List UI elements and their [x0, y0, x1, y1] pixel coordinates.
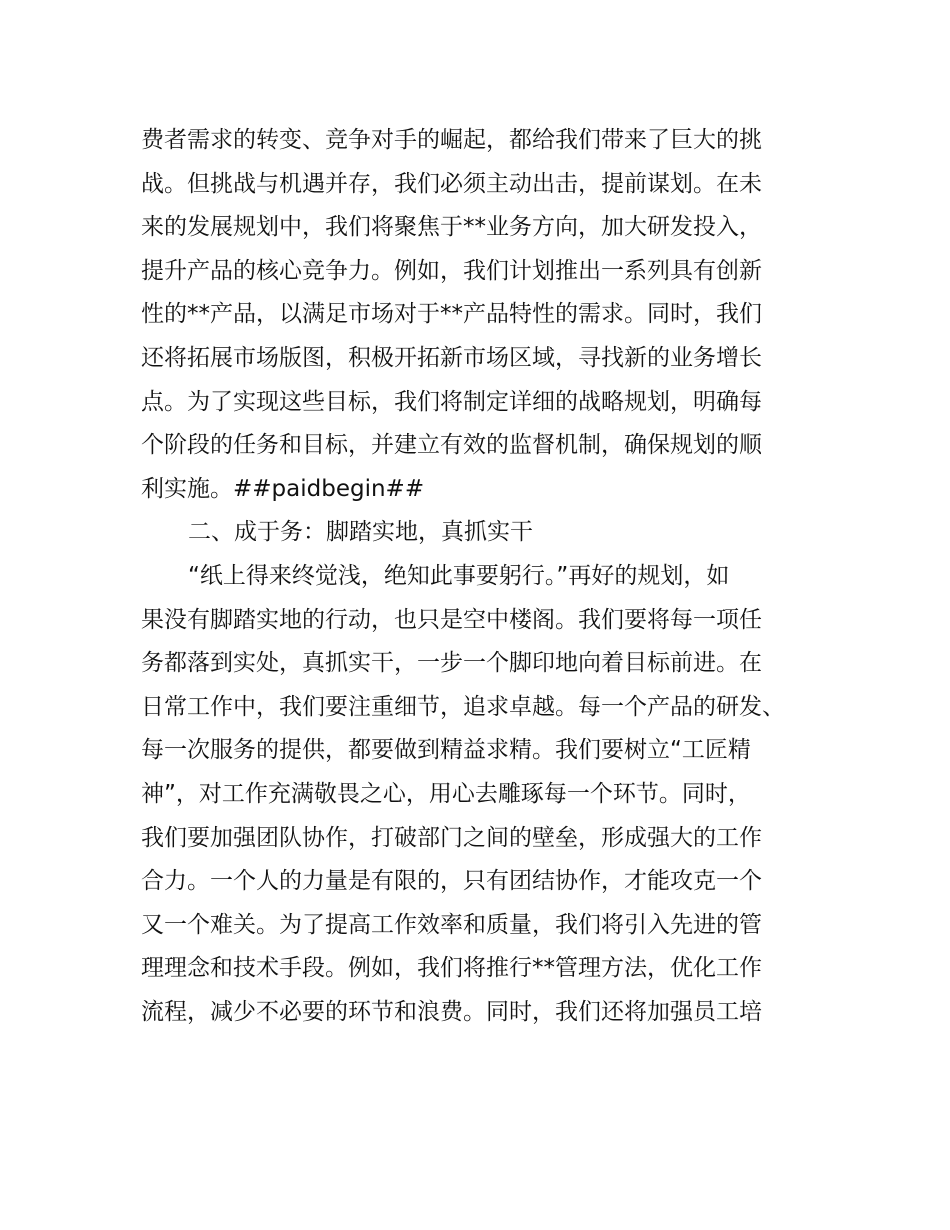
text-line: 战。但挑战与机遇并存，我们必须主动出击，提前谋划。在未 [141, 170, 762, 197]
text-line: 务都落到实处，真抓实干，一步一个脚印地向着目标前进。在 [141, 650, 762, 677]
text-line: 来的发展规划中，我们将聚焦于**业务方向，加大研发投入， [141, 214, 762, 241]
text-line: 我们要加强团队协作，打破部门之间的壁垒，形成强大的工作 [141, 824, 762, 851]
text-line: 个阶段的任务和目标，并建立有效的监督机制，确保规划的顺 [141, 432, 762, 459]
text-line: 日常工作中，我们要注重细节，追求卓越。每一个产品的研发、 [141, 693, 785, 720]
text-line: 提升产品的核心竞争力。例如，我们计划推出一系列具有创新 [141, 257, 762, 284]
text-line: 性的**产品，以满足市场对于**产品特性的需求。同时，我们 [141, 301, 762, 328]
text-line: 果没有脚踏实地的行动，也只是空中楼阁。我们要将每一项任 [141, 606, 762, 633]
text-line: 点。为了实现这些目标，我们将制定详细的战略规划，明确每 [141, 388, 762, 415]
text-line: 费者需求的转变、竞争对手的崛起，都给我们带来了巨大的挑 [141, 127, 762, 153]
text-line: 又一个难关。为了提高工作效率和质量，我们将引入先进的管 [141, 911, 762, 938]
text-line: 每一次服务的提供，都要做到精益求精。我们要树立“工匠精 [141, 737, 751, 764]
text-line: 流程，减少不必要的环节和浪费。同时，我们还将加强员工培 [141, 998, 762, 1025]
text-line: “纸上得来终觉浅，绝知此事要躬行。”再好的规划，如 [188, 562, 730, 589]
text-line: 神”，对工作充满敬畏之心，用心去雕琢每一个环节。同时， [141, 780, 751, 807]
text-line: 还将拓展市场版图，积极开拓新市场区域，寻找新的业务增长 [141, 344, 762, 371]
body-text [141, 119, 831, 1034]
text-line: 合力。一个人的力量是有限的，只有团结协作，才能攻克一个 [141, 868, 762, 895]
text-line: 理理念和技术手段。例如，我们将推行**管理方法，优化工作 [141, 955, 762, 982]
section-heading: 二、成于务：脚踏实地，真抓实干 [188, 519, 533, 546]
text-line: 利实施。##paidbegin## [141, 475, 425, 502]
